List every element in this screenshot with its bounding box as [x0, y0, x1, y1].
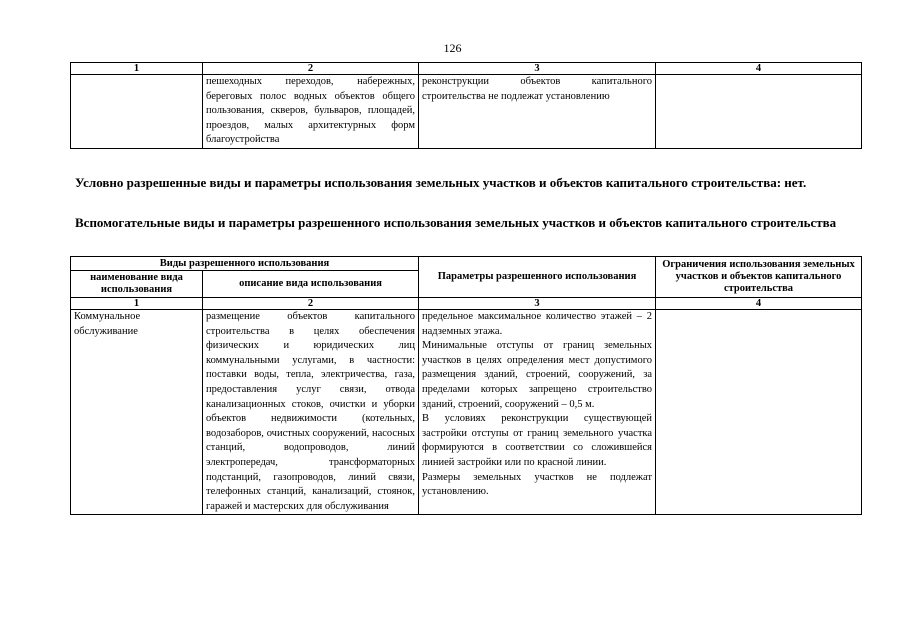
parameter-reconstruction: В условиях реконструкции существующей застройки отступы от границ земельного участка формируются в соответствии со сложившейся линией застройки или по красной линии. [422, 413, 653, 468]
cell-use-parameters [419, 310, 656, 515]
heading-auxiliary-uses: Вспомогательные виды и параметры разрешенного использования земельных участков и объектов капитального строительства [75, 215, 837, 230]
column-number-1: 1 [71, 298, 203, 310]
parameter-plot-sizes: Размеры земельных участков не подлежат установлению. [422, 471, 653, 498]
column-number-4: 4 [656, 298, 862, 310]
page-number: 126 [443, 41, 462, 55]
header-use-name: наименование вида использования [71, 271, 203, 298]
column-number-4: 4 [656, 63, 862, 75]
cell-use-description: размещение объектов капитального строительства в целях обеспечения физических и юридических лиц коммунальными услугами, в частности: поставки воды, тепла, электричества, газа, предоставления услуг связи, отвода канализационных стоков, очистки и уборки объектов недвижимости (котельных, водозаборов, очистных сооружений, насосных станций, водопроводов, линий электропередач, трансформаторных подстанций, газопроводов, линий связи, телефонных станций, канализаций, стоянок, гаражей и мастерских для обслуживания [203, 310, 419, 515]
cell-use-parameters: реконструкции объектов капитального строительства не подлежат установлению [419, 75, 656, 149]
cell-use-name [71, 75, 203, 149]
cell-use-name: Коммунальное обслуживание [71, 310, 203, 515]
header-row-1 [71, 257, 862, 271]
parameter-floors: предельное максимальное количество этажей – 2 надземных этажа. [422, 311, 653, 337]
cell-use-limits [656, 75, 862, 149]
column-number-row [71, 63, 862, 75]
column-number-3: 3 [419, 298, 656, 310]
continuation-table [70, 62, 862, 149]
header-limits: Ограничения использования земельных участков и объектов капитального строительства [656, 257, 862, 298]
auxiliary-uses-table [70, 256, 862, 515]
header-parameters: Параметры разрешенного использования [419, 257, 656, 298]
column-number-2: 2 [203, 298, 419, 310]
cell-use-description: пешеходных переходов, набережных, береговых полос водных объектов общего пользования, скверов, бульваров, площадей, проездов, малых архитектурных форм благоустройства [203, 75, 419, 149]
header-use-description: описание вида использования [203, 271, 419, 298]
cell-use-limits [656, 310, 862, 515]
column-number-1: 1 [71, 63, 203, 75]
header-use-types: Виды разрешенного использования [71, 257, 419, 271]
parameter-setbacks: Минимальные отступы от границ земельных участков в целях определения мест допустимого размещения зданий, строений, сооружений, за пределами которых запрещено строительство зданий, строений, сооружений – 0,5 м. [422, 340, 653, 410]
column-number-row [71, 298, 862, 310]
heading-conditional-uses: Условно разрешенные виды и параметры использования земельных участков и объектов капитального строительства: нет. [75, 175, 807, 190]
table-row [71, 310, 862, 515]
table-row [71, 75, 862, 149]
column-number-3: 3 [419, 63, 656, 75]
column-number-2: 2 [203, 63, 419, 75]
